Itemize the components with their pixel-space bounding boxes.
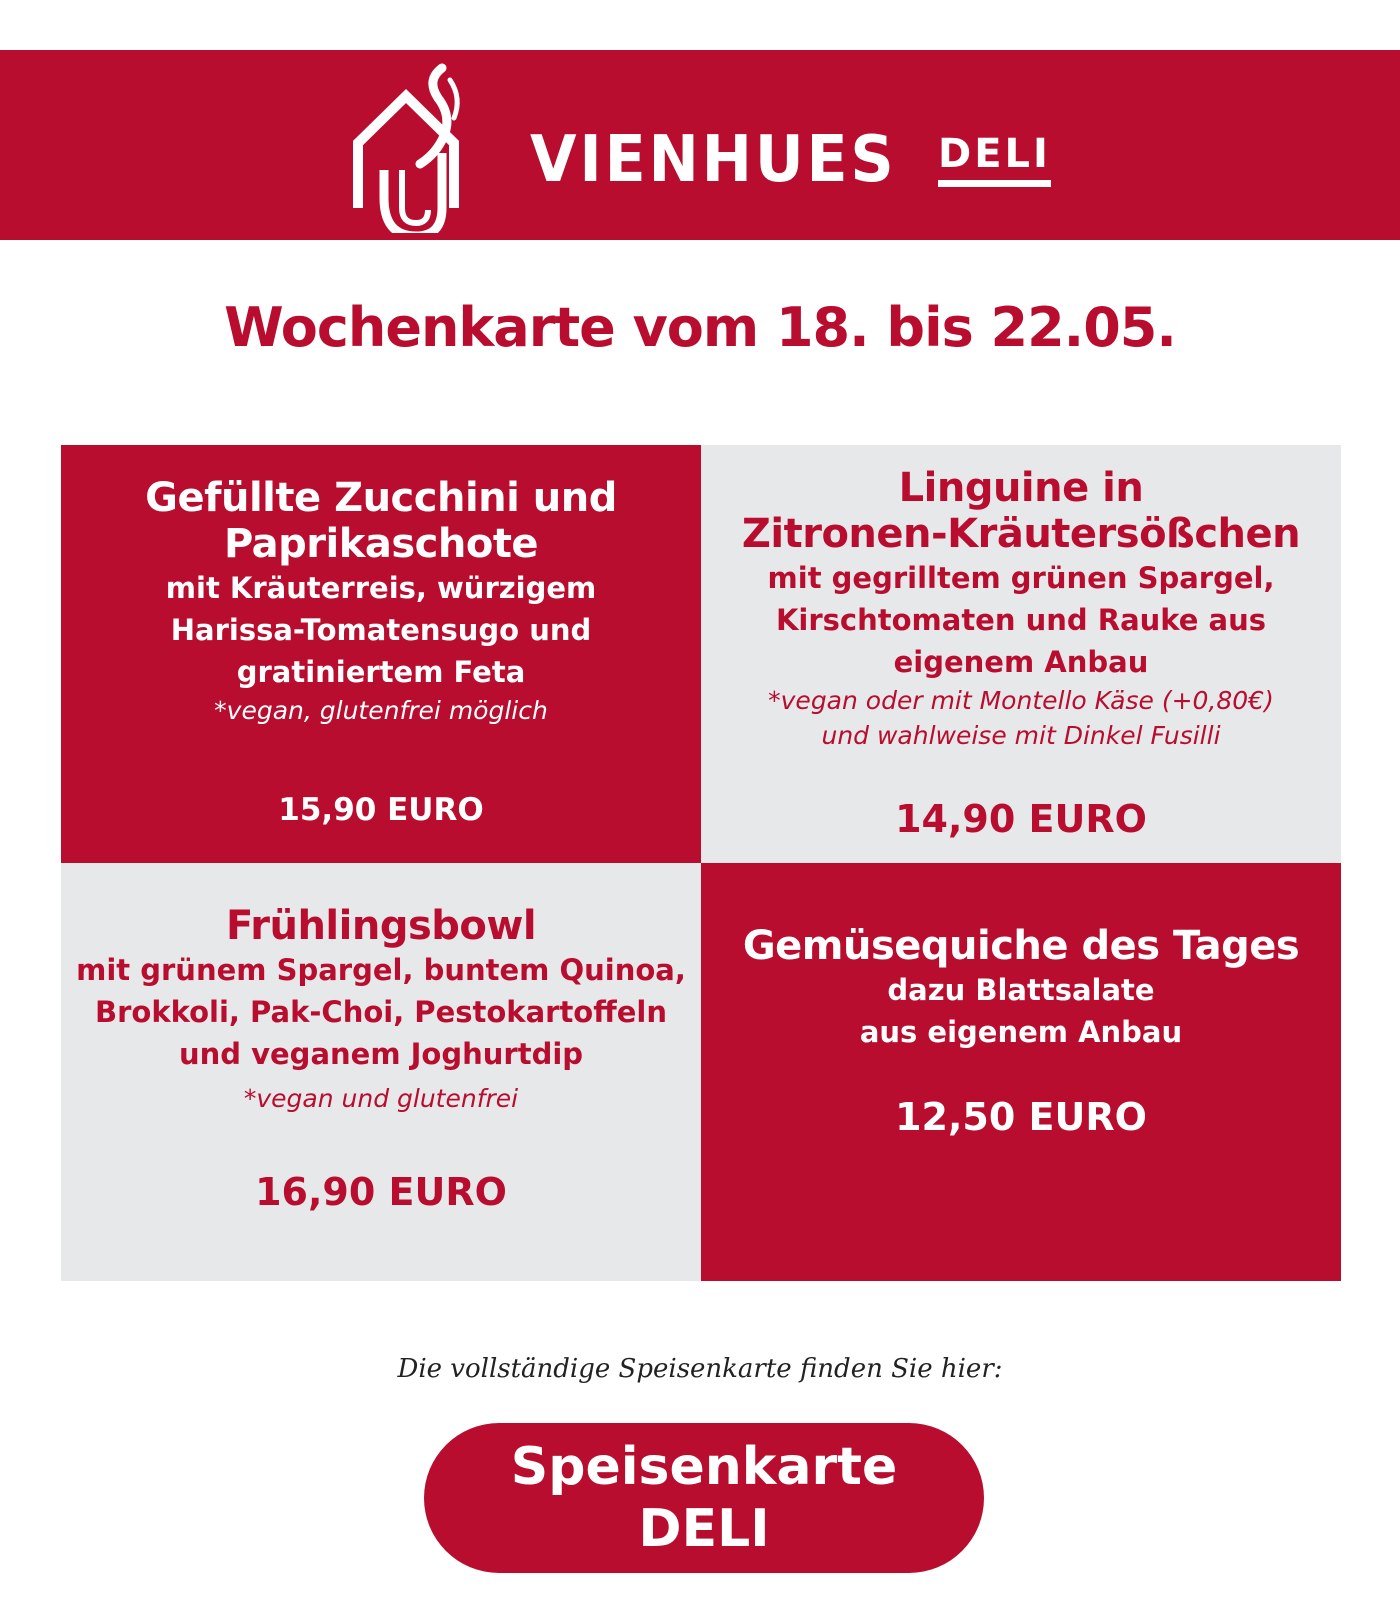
dish-card-linguine [701,445,1341,863]
speisenkarte-deli-button[interactable] [424,1423,984,1573]
page-title: Wochenkarte vom 18. bis 22.05. [224,296,1176,359]
dish-title: Linguine in Zitronen-Kräutersößchen [741,465,1301,557]
dish-card-gemuesequiche [701,863,1341,1281]
dish-note: *vegan oder mit Montello Käse (+0,80€) und wahlweise mit Dinkel Fusilli [768,686,1274,750]
dish-title: Gemüsequiche des Tages [742,923,1300,969]
dish-description: mit Kräuterreis, würzigem Harissa-Tomatensugo und gratiniertem Feta [165,571,597,689]
dish-card-fruehlingsbowl [61,863,701,1281]
house-with-steam-logo-icon [350,58,475,233]
full-menu-caption: Die vollständige Speisenkarte finden Sie hier: [397,1354,1003,1384]
brand-suffix: DELI [938,134,1051,187]
dish-description: mit gegrilltem grünen Spargel, Kirschtomaten und Rauke aus eigenem Anbau [767,561,1275,679]
dish-description: dazu Blattsalate aus eigenem Anbau [859,973,1183,1049]
dish-price: 15,90 EURO [278,792,484,828]
dish-note: *vegan, glutenfrei möglich [214,696,548,725]
dish-price: 12,50 EURO [895,1095,1147,1139]
button-label-line2: DELI [638,1499,770,1559]
dish-title: Frühlingsbowl [225,903,537,949]
weekly-menu-grid [61,445,1341,1281]
header-banner [0,50,1400,240]
brand-name: VIENHUES [530,123,897,197]
dish-price: 16,90 EURO [255,1170,507,1214]
button-label-line1: Speisenkarte [510,1437,898,1497]
dish-card-zucchini [61,445,701,863]
dish-title: Gefüllte Zucchini und Paprikaschote [145,475,617,567]
dish-note: *vegan und glutenfrei [243,1084,519,1113]
dish-description: mit grünem Spargel, buntem Quinoa, Brokkoli, Pak-Choi, Pestokartoffeln und veganem Joghurtdip [76,953,686,1071]
dish-price: 14,90 EURO [895,797,1147,841]
